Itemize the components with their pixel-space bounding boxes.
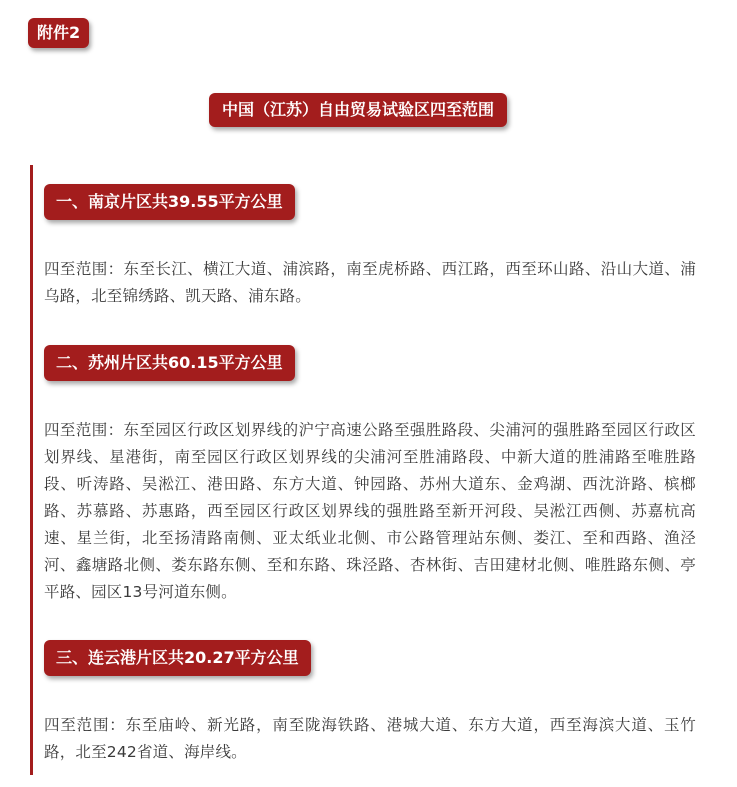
section-body-nanjing: 四至范围：东至长江、横江大道、浦滨路，南至虎桥路、西江路，西至环山路、沿山大道、浦乌路，北至锦绣路、凯天路、浦东路。 — [44, 260, 696, 305]
left-accent-rule — [30, 165, 33, 775]
section-heading-lianyungang: 三、连云港片区共20.27平方公里 — [44, 640, 311, 676]
section-body-suzhou: 四至范围：东至园区行政区划界线的沪宁高速公路至强胜路段、尖浦河的强胜路至园区行政区划界线、星港街，南至园区行政区划界线的尖浦河至胜浦路段、中新大道的胜浦路至唯胜路段、听涛路、吴淞江、港田路、东方大道、钟园路、苏州大道东、金鸡湖、西沈浒路、槟榔路、苏慕路、苏惠路，西至园区行政区划界线的强胜路至新开河段、吴淞江西侧、苏嘉杭高速、星兰街，北至扬清路南侧、亚太纸业北侧、市公路管理站东侧、娄江、至和西路、渔泾河、鑫塘路北侧、娄东路东侧、至和东路、珠泾路、杏林街、吉田建材北侧、唯胜路东侧、亭平路、园区13号河道东侧。 — [44, 421, 696, 601]
section-body-lianyungang: 四至范围：东至庙岭、新光路，南至陇海铁路、港城大道、东方大道，西至海滨大道、玉竹路，北至242省道、海岸线。 — [44, 716, 696, 761]
section-heading-nanjing: 一、南京片区共39.55平方公里 — [44, 184, 295, 220]
section-heading-suzhou: 二、苏州片区共60.15平方公里 — [44, 345, 295, 381]
page-title: 中国（江苏）自由贸易试验区四至范围 — [209, 93, 507, 127]
attachment-tag: 附件2 — [28, 18, 89, 48]
